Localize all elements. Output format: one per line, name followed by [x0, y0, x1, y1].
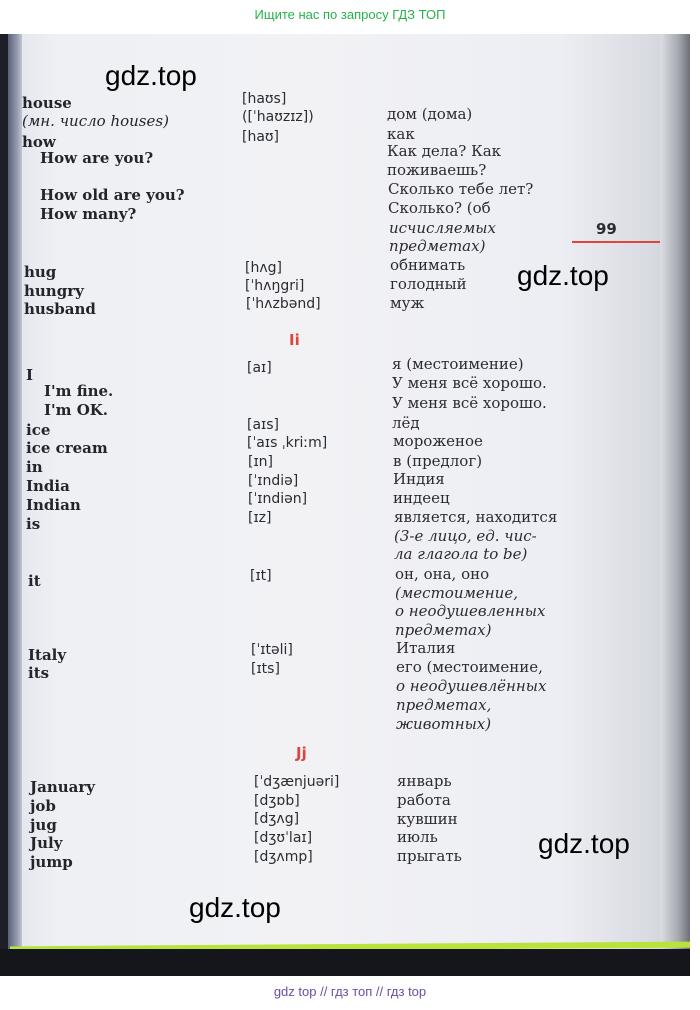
page-right-edge: [660, 34, 690, 976]
entry-transcription: [dʒʌg]: [254, 811, 300, 827]
watermark: gdz.top: [517, 260, 609, 291]
entry-translation: Сколько тебе лет?: [388, 180, 534, 198]
entry-translation: У меня всё хорошо.: [392, 374, 547, 392]
entry-translation: кувшин: [397, 810, 458, 828]
entry-translation: поживаешь?: [387, 161, 487, 179]
entry-transcription: [ɪt]: [250, 568, 272, 584]
header-link[interactable]: Ищите нас по запросу ГДЗ ТОП: [254, 7, 446, 22]
entry-translation: (3-е лицо, ед. чис-: [394, 527, 537, 545]
entry-transcription: [dʒʌmp]: [254, 849, 313, 865]
entry-translation: работа: [397, 791, 451, 809]
entry-transcription: [ɪz]: [248, 510, 272, 526]
entry-transcription: [aɪ]: [247, 360, 272, 376]
entry-translation: предметах): [389, 237, 486, 255]
entry-translation: прыгать: [397, 847, 462, 865]
entry-transcription: [ˈdʒænjuəri]: [254, 774, 340, 790]
entry-word: jump: [30, 853, 73, 871]
page-number: 99: [596, 220, 617, 238]
entry-transcription: ([ˈhaʊzɪz]): [242, 109, 314, 125]
entry-translation: он, она, оно: [395, 565, 490, 583]
entry-translation: исчисляемых: [389, 219, 496, 237]
entry-translation: является, находится: [394, 508, 558, 526]
entry-transcription: [ɪts]: [251, 661, 280, 677]
entry-word: Indian: [26, 496, 81, 514]
entry-word: January: [30, 778, 95, 796]
entry-word: July: [30, 834, 63, 852]
section-letter-j: Jj: [296, 744, 307, 762]
entry-word: hug: [24, 263, 57, 281]
entry-transcription: [ˈɪndiə]: [248, 473, 299, 489]
entry-transcription: [ɪn]: [248, 454, 273, 470]
entry-translation: (местоимение,: [395, 584, 518, 602]
entry-word: ice cream: [26, 439, 108, 457]
footer-text: gdz top // гдз топ // гдз top: [273, 984, 427, 999]
entry-translation: я (местоимение): [392, 355, 524, 373]
entry-word: house: [22, 94, 72, 112]
entry-word: how: [22, 133, 56, 151]
entry-word: its: [28, 664, 50, 682]
entry-transcription: [hʌg]: [245, 260, 282, 276]
entry-translation: голодный: [390, 275, 467, 293]
entry-transcription: [haʊ]: [242, 129, 280, 145]
entry-word: ice: [26, 421, 51, 439]
entry-translation: муж: [390, 294, 425, 312]
entry-translation: июль: [397, 828, 438, 846]
entry-word: jug: [30, 816, 57, 834]
watermark: gdz.top: [105, 60, 197, 91]
entry-translation: Сколько? (об: [388, 199, 491, 217]
entry-transcription: [haʊs]: [242, 91, 287, 107]
entry-word: it: [28, 572, 41, 590]
entry-translation: Как дела? Как: [387, 142, 502, 160]
entry-word: India: [26, 477, 70, 495]
entry-phrase: How are you?: [40, 149, 154, 167]
entry-phrase: How many?: [40, 205, 137, 223]
page-number-underline: [572, 241, 660, 243]
entry-translation: ла глагола to be): [394, 545, 528, 563]
entry-translation: о неодушевлённых: [396, 677, 547, 695]
entry-translation: Индия: [393, 470, 445, 488]
entry-translation: в (предлог): [393, 452, 483, 470]
entry-word: Italy: [28, 646, 67, 664]
entry-translation: лёд: [392, 414, 420, 432]
entry-translation: животных): [396, 715, 492, 733]
top-bar: [0, 0, 700, 34]
entry-word-note: (мн. число houses): [22, 112, 169, 130]
entry-translation: о неодушевленных: [395, 602, 546, 620]
entry-translation: У меня всё хорошо.: [392, 394, 547, 412]
entry-translation: январь: [397, 772, 452, 790]
section-letter-i: Ii: [289, 331, 300, 349]
entry-phrase: I'm fine.: [44, 382, 114, 400]
entry-word: in: [26, 458, 43, 476]
watermark: gdz.top: [189, 892, 281, 923]
entry-word: I: [26, 366, 34, 384]
entry-translation: предметах,: [396, 696, 492, 714]
entry-phrase: I'm OK.: [44, 401, 109, 419]
entry-translation: как: [387, 125, 415, 143]
entry-phrase: How old are you?: [40, 186, 185, 204]
entry-translation: Италия: [396, 639, 456, 657]
dark-edge: [0, 34, 8, 976]
entry-word: is: [26, 515, 41, 533]
entry-transcription: [ˈhʌzbənd]: [246, 296, 321, 312]
entry-translation: дом (дома): [387, 105, 473, 123]
entry-translation: обнимать: [390, 256, 466, 274]
entry-transcription: [ˈhʌŋgri]: [245, 278, 305, 294]
entry-word: hungry: [24, 282, 84, 300]
book-spine-shadow: [8, 34, 22, 976]
entry-transcription: [ˈɪtəli]: [251, 642, 293, 658]
entry-translation: предметах): [395, 621, 492, 639]
bottom-dark-edge: [0, 949, 690, 976]
entry-transcription: [ˈaɪs ˌkriːm]: [247, 435, 328, 451]
entry-word: husband: [24, 300, 96, 318]
entry-translation: его (местоимение,: [396, 658, 543, 676]
entry-translation: мороженое: [393, 432, 483, 450]
entry-transcription: [dʒʊˈlaɪ]: [254, 830, 313, 846]
entry-word: job: [30, 797, 56, 815]
entry-translation: индеец: [393, 489, 450, 507]
entry-transcription: [aɪs]: [247, 417, 279, 433]
entry-transcription: [ˈɪndiən]: [248, 491, 308, 507]
watermark: gdz.top: [538, 828, 630, 859]
entry-transcription: [dʒɒb]: [254, 793, 300, 809]
